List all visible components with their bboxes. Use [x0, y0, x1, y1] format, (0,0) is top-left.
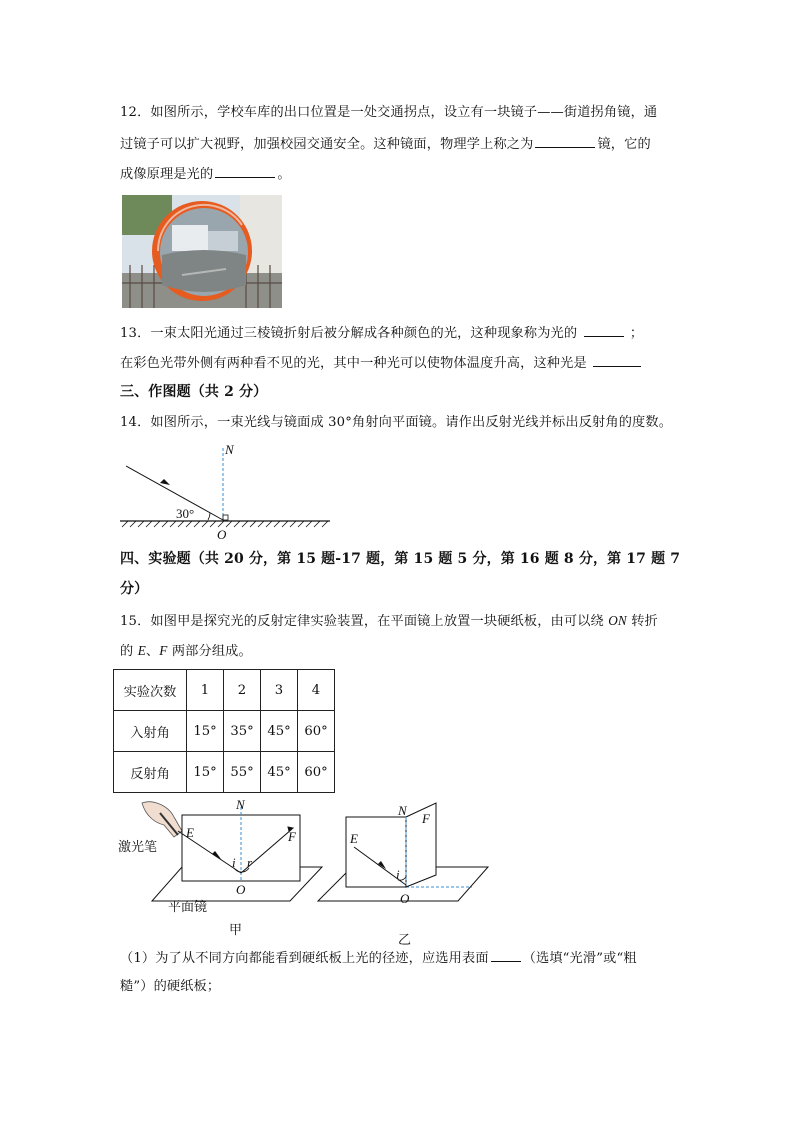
q13-line-1-text: 13．一束太阳光通过三棱镜折射后被分解成各种颜色的光，这种现象称为光的	[120, 326, 578, 341]
jia-caption: 甲	[229, 922, 243, 937]
table-cell: 60°	[298, 752, 335, 793]
q12-line-3-text: 成像原理是光的	[120, 167, 214, 182]
table-cell: 15°	[187, 752, 224, 793]
table-cell: 反射角	[114, 752, 187, 793]
q12-line-2	[120, 134, 651, 154]
yi-label-n: N	[398, 803, 407, 818]
yi-label-i: i	[396, 867, 400, 882]
q15-figure-jia	[112, 795, 342, 945]
jia-label-e: E	[186, 825, 194, 840]
q15-data-table	[113, 669, 335, 793]
q15-line-2-tail: 两部分组成。	[171, 644, 252, 659]
yi-label-e: E	[350, 831, 358, 846]
table-cell: 实验次数	[114, 670, 187, 711]
section-3-heading: 三、作图题（共 2 分）	[120, 384, 268, 400]
convex-mirror-photo	[122, 195, 282, 308]
q13-blank-1[interactable]	[584, 323, 624, 337]
q14-diagram	[118, 438, 348, 548]
q15-sub1-line-2: 糙”）的硬纸板；	[120, 979, 221, 994]
q13-line-2	[120, 353, 643, 373]
table-cell: 2	[224, 670, 261, 711]
q14-angle-arc	[208, 513, 210, 520]
q14-label-n: N	[225, 442, 234, 457]
q13-line-1-tail: ；	[629, 326, 644, 341]
q13-line-1	[120, 323, 643, 343]
q12-line-1: 12．如图所示，学校车库的出口位置是一处交通拐点，设立有一块镜子——街道拐角镜，通	[120, 105, 658, 120]
table-cell: 45°	[261, 711, 298, 752]
q15-sub1-text: （1）为了从不同方向都能看到硬纸板上光的径迹，应选用表面	[120, 951, 489, 966]
q13-line-2-text: 在彩色光带外侧有两种看不见的光，其中一种光可以使物体温度升高，这种光是	[120, 356, 587, 371]
q12-blank-2[interactable]	[215, 164, 275, 178]
q15-label-on: ON	[608, 613, 627, 628]
jia-label-i: i	[232, 855, 236, 870]
q12-line-2-tail: 镜，它的	[597, 137, 651, 152]
yi-label-o: O	[400, 891, 410, 906]
yi-caption: 乙	[398, 932, 412, 947]
q15-sub1-line-1	[120, 948, 637, 968]
table-cell: 15°	[187, 711, 224, 752]
q14-incident-ray	[126, 466, 223, 520]
q15-label-sep: 、	[145, 644, 160, 659]
q12-line-3	[120, 164, 291, 184]
table-cell: 60°	[298, 711, 335, 752]
section-4-heading-line-2: 分）	[120, 581, 149, 597]
convex-mirror-illustration	[122, 195, 282, 308]
jia-label-laser: 激光笔	[118, 839, 158, 854]
q15-sub1-tail: （选填“光滑”或“粗	[522, 951, 637, 966]
q14-ray-arrow	[160, 479, 170, 485]
q15-line-2-prefix: 的	[120, 644, 138, 659]
table-row	[114, 711, 335, 752]
table-cell: 4	[298, 670, 335, 711]
table-cell: 35°	[224, 711, 261, 752]
table-cell: 1	[187, 670, 224, 711]
table-cell: 55°	[224, 752, 261, 793]
jia-label-r: r	[247, 855, 253, 870]
jia-label-f: F	[288, 829, 296, 844]
table-row	[114, 670, 335, 711]
q12-line-3-tail: 。	[277, 167, 291, 182]
q15-line-2	[120, 642, 252, 661]
table-cell: 45°	[261, 752, 298, 793]
q15-label-f: F	[159, 643, 168, 658]
yi-cardboard-f	[406, 803, 436, 887]
table-row	[114, 752, 335, 793]
q13-blank-2[interactable]	[593, 353, 641, 367]
q14-label-o: O	[217, 527, 227, 542]
q15-label-e: E	[137, 643, 146, 658]
q12-line-2-text: 过镜子可以扩大视野，加强校园交通安全。这种镜面，物理学上称之为	[120, 137, 534, 152]
q15-sub1-blank[interactable]	[491, 948, 521, 962]
q14-label-angle: 30°	[176, 506, 195, 521]
q14-right-angle-mark	[223, 515, 228, 520]
q15-line-1	[120, 612, 658, 631]
table-cell: 3	[261, 670, 298, 711]
table-cell: 入射角	[114, 711, 187, 752]
jia-label-o: O	[236, 882, 246, 897]
yi-label-f: F	[422, 811, 430, 826]
q12-blank-1[interactable]	[535, 134, 595, 148]
q15-line-1-text: 15．如图甲是探究光的反射定律实验装置，在平面镜上放置一块硬纸板，由可以绕	[120, 614, 604, 629]
jia-label-n: N	[236, 797, 245, 812]
q15-line-1-tail: 转折	[631, 614, 658, 629]
jia-label-mirror: 平面镜	[168, 899, 208, 914]
q15-figure-yi	[312, 795, 502, 945]
section-4-heading-line-1: 四、实验题（共 20 分，第 15 题-17 题，第 15 题 5 分，第 16 题 8 分，第 17 题 7	[120, 551, 681, 567]
q14-text: 14．如图所示，一束光线与镜面成 30°角射向平面镜。请作出反射光线并标出反射角的度数。	[120, 415, 673, 430]
